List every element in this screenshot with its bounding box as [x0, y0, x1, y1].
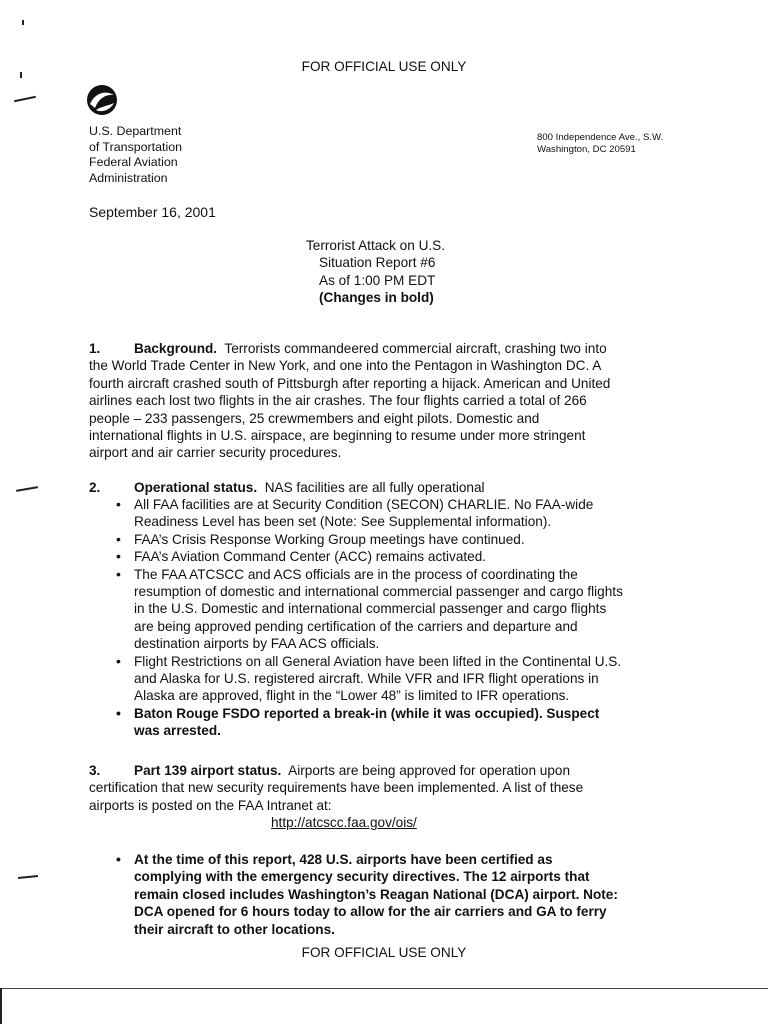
list-item-line: Readiness Level has been set (Note: See Supplemental information). [134, 514, 552, 530]
list-item [112, 566, 692, 653]
agency-line: Federal Aviation [89, 155, 178, 169]
section-line: the World Trade Center in New York, and one into the Pentagon in Washington DC. A [89, 358, 602, 374]
list-item [112, 653, 692, 705]
scan-mark [0, 988, 768, 989]
list-item-line: resumption of domestic and international commercial passenger and cargo flights [134, 584, 623, 600]
list-item-line: destination airports by FAA ACS officials. [134, 636, 380, 652]
section-heading: Part 139 airport status. [134, 763, 282, 778]
list-item-line: • The FAA ATCSCC and ACS officials are in the process of coordinating the [134, 566, 578, 582]
scan-mark [14, 96, 36, 103]
dot-logo-icon [86, 84, 118, 116]
list-item-line: remain closed includes Washington’s Reagan National (DCA) airport. Note: [134, 886, 618, 902]
list-item [112, 496, 692, 531]
section-line: fourth aircraft crashed south of Pittsburgh after reporting a hijack. American and United [89, 375, 611, 391]
section-line: people – 233 passengers, 25 crewmembers and eight pilots. Domestic and [89, 410, 540, 426]
scan-mark [18, 875, 38, 879]
scan-mark [22, 20, 24, 25]
agency-line: Administration [89, 170, 168, 185]
section-heading: Operational status. [134, 480, 258, 495]
address-line: 800 Independence Ave., S.W. [537, 132, 664, 143]
section-number: 2. [89, 480, 101, 495]
list-item-line: their aircraft to other locations. [134, 921, 335, 937]
section-background [89, 340, 689, 462]
section-line [89, 340, 689, 357]
section-line: airlines each lost two flights in the air crashes. The four flights carried a total of 266 [89, 393, 587, 409]
list-item-line: DCA opened for 6 hours today to allow for the air carriers and GA to ferry [134, 904, 607, 920]
operational-status-list [112, 496, 692, 740]
list-item-line: • At the time of this report, 428 U.S. airports have been certified as [134, 852, 553, 867]
section-line [89, 762, 689, 779]
list-item-line: are being approved pending certification of the carriers and departure and [134, 618, 578, 634]
section-intro: NAS facilities are all fully operational [264, 480, 485, 495]
report-date: September 16, 2001 [89, 204, 216, 220]
section-line: international flights in U.S. airspace, are beginning to resume under more stringent [89, 428, 586, 444]
title-line: As of 1:00 PM EDT [319, 272, 436, 288]
list-item-line: • All FAA facilities are at Security Condition (SECON) CHARLIE. No FAA-wide [134, 497, 594, 512]
airport-status-list [112, 851, 702, 938]
list-item [112, 548, 692, 565]
scan-mark [0, 988, 2, 1024]
section-part139-status [89, 762, 689, 814]
section-number: 3. [89, 763, 101, 778]
title-line: Situation Report #6 [319, 255, 436, 271]
agency-line: U.S. Department [89, 124, 182, 138]
list-item-line: and Alaska for U.S. registered aircraft. While VFR and IFR flight operations in [134, 671, 599, 687]
section-line: certification that new security requirements have been implemented. A list of these [89, 780, 584, 796]
section-number: 1. [89, 341, 101, 356]
list-item-line: was arrested. [134, 723, 221, 739]
section-heading: Background. [134, 341, 218, 356]
intranet-link[interactable]: http://atcscc.faa.gov/ois/ [271, 815, 417, 830]
list-item-line: • Flight Restrictions on all General Aviation have been lifted in the Continental U.S. [134, 653, 622, 669]
address-block [537, 132, 663, 156]
section-line: airports is posted on the FAA Intranet at: [89, 797, 332, 813]
list-item-line: • FAA’s Aviation Command Center (ACC) remains activated. [134, 549, 487, 565]
list-item [112, 851, 702, 938]
section-line: airport and air carrier security procedures. [89, 445, 342, 461]
section-line-text: Airports are being approved for operation upon [288, 763, 571, 778]
section-line-text: Terrorists commandeered commercial aircraft, crashing two into [224, 341, 607, 356]
agency-block [89, 124, 182, 186]
list-item-line: Alaska are approved, flight in the “Lower 48” is limited to IFR operations. [134, 688, 570, 704]
list-item-line: • Baton Rouge FSDO reported a break-in (while it was occupied). Suspect [134, 705, 600, 721]
header-classification: FOR OFFICIAL USE ONLY [301, 59, 467, 74]
section-operational-status [89, 479, 689, 496]
footer-classification: FOR OFFICIAL USE ONLY [301, 945, 467, 960]
report-title [306, 237, 445, 307]
address-line: Washington, DC 20591 [537, 144, 636, 155]
list-item-line: in the U.S. Domestic and international commercial passenger and cargo flights [134, 601, 607, 617]
intranet-link-row [271, 814, 417, 831]
title-line: Terrorist Attack on U.S. [306, 238, 446, 253]
list-item-line: complying with the emergency security directives. The 12 airports that [134, 869, 590, 885]
title-line: (Changes in bold) [319, 290, 434, 306]
scan-mark [16, 486, 38, 492]
list-item [112, 531, 692, 548]
list-item-line: • FAA’s Crisis Response Working Group meetings have continued. [134, 531, 525, 547]
list-item [112, 705, 692, 740]
agency-line: of Transportation [89, 139, 182, 154]
